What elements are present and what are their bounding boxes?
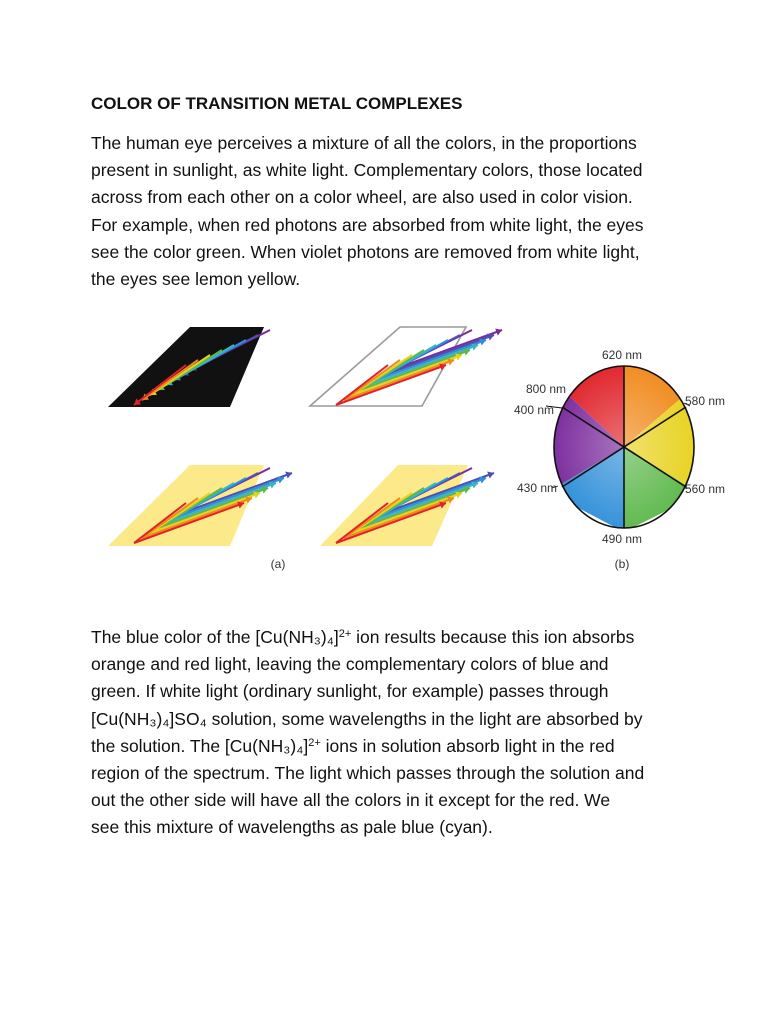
text-line [91,624,701,651]
label-580nm: 580 nm [685,394,726,408]
page-heading: COLOR OF TRANSITION METAL COMPLEXES [91,94,463,113]
figure-svg [80,302,740,582]
text-line: region of the spectrum. The light which passes through the solution and [91,763,645,784]
panel-a-label: (a) [270,557,286,571]
text-line: For example, when red photons are absorbed from white light, the eyes [91,214,644,235]
text-line: [Cu(NH₃)₄]SO₄ solution, some wavelengths in the light are absorbed by [91,708,643,729]
text-line: see this mixture of wavelengths as pale blue (cyan). [91,817,493,838]
text-line: The human eye perceives a mixture of all the colors, in the proportions [91,133,637,153]
text-line: see the color green. When violet photons are removed from white light, [91,241,640,262]
text-line: orange and red light, leaving the complementary colors of blue and [91,654,609,675]
panel-b-label: (b) [614,557,630,571]
panel-black-absorber [108,327,270,407]
text-line: across from each other on a color wheel, are also used in color vision. [91,187,633,208]
text-line: present in sunlight, as white light. Complementary colors, those located [91,160,643,181]
text-line [91,733,701,760]
label-560nm: 560 nm [685,482,726,496]
panel-yellow-reflector [320,465,494,546]
label-800nm: 800 nm [526,382,567,396]
paragraph-color-vision [91,130,701,293]
paragraph-copper-complex [91,624,701,842]
label-400nm: 400 nm [514,403,555,417]
charge-superscript: 2+ [308,736,321,749]
text-line: the eyes see lemon yellow. [91,269,301,290]
color-absorption-figure [80,302,740,582]
text-segment: ion results because this ion absorbs [351,627,635,647]
text-line: green. If white light (ordinary sunlight, for example) passes through [91,681,609,702]
black-surface [108,327,264,407]
text-segment: ions in solution absorb light in the red [320,735,615,756]
panel-white-reflector [310,327,502,406]
panel-yellow-surface [108,465,292,546]
text-segment: the solution. The [Cu(NH₃)₄] [91,735,309,756]
color-wheel [514,342,725,546]
label-430nm: 430 nm [517,481,558,495]
label-620nm: 620 nm [601,348,643,362]
text-line: out the other side will have all the colors in it except for the red. We [91,790,611,811]
label-490nm: 490 nm [601,532,643,546]
text-segment: The blue color of the [Cu(NH₃)₄] [91,627,339,647]
charge-superscript: 2+ [338,628,352,640]
